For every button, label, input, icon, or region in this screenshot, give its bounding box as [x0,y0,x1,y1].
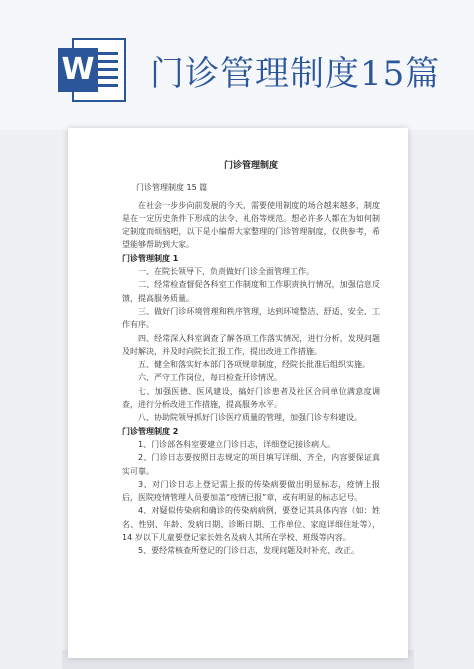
list-item: 七、加强医德、医风建设，搞好门诊患者及社区合同单位满意度调查，进行分析改进工作措施，提高服务水平。 [122,386,380,410]
list-item: 5、要经常核查所登记的门诊日志，发现问题及时补充、改正。 [138,546,360,556]
list-item: 三、做好门诊环境管理和秩序管理，达到环境整洁、舒适、安全、工作有序。 [122,306,380,330]
list-item: 2、门诊日志要按照日志规定的项目填写详细、齐全，内容要保证真实可靠。 [122,453,380,476]
list-item: 四、经常深入科室调查了解各项工作落实情况，进行分析，发现问题及时解决，并及时向院长汇报工作，提出改进工作措施。 [122,333,380,356]
word-icon-letter: W [58,48,98,92]
section-heading-2: 门诊管理制度 2 [122,426,179,436]
list-item: 3、对门诊日志上登记需上报的传染病要做出明显标志，疫情上报后，医院疫情管理人员要加盖“疫情已报”章，或有明显的标志记号。 [122,479,380,503]
list-item: 1、门诊部各科室要建立门诊日志，详细登记接诊病人。 [138,439,336,449]
document-subtitle: 门诊管理制度 15 篇 [136,183,208,193]
banner-title: 门诊管理制度15篇 [150,53,441,94]
list-item: 二、经常检查督促各科室工作制度和工作职责执行情况，加强信息反馈，提高服务质量。 [122,280,380,303]
list-item: 六、严守工作岗位，每日检查开诊情况。 [138,373,282,383]
list-item: 五、健全和落实好本部门各项规章制度，经院长批准后组织实施。 [138,360,370,370]
list-item: 八、协助院领导抓好门诊医疗质量的管理，加强门诊专科建设。 [138,413,362,423]
word-icon [58,38,128,102]
document-body [122,160,380,558]
list-item: 一、在院长领导下，负责做好门诊全面管理工作。 [138,267,314,277]
document-title: 门诊管理制度 [223,161,278,171]
title-banner [58,35,440,105]
list-item: 4、对疑似传染病和确诊的传染病病例，要登记其具体内容（如：姓名、性别、年龄、发病日期、诊断日期、工作单位、家庭详细住址等），14 岁以下儿童要登记家长姓名及病人其所在学校、班级等内容。 [122,506,380,543]
intro-paragraph: 在社会一步步向前发展的今天，需要使用制度的场合越来越多，制度是在一定历史条件下形成的法令、礼俗等规范。想必许多人都在为如何制定制度而烦恼吧，以下是小编帮大家整理的门诊管理制度，仅供参考，希望能够帮助到大家。 [122,200,380,250]
section-heading-1: 门诊管理制度 1 [122,253,179,263]
